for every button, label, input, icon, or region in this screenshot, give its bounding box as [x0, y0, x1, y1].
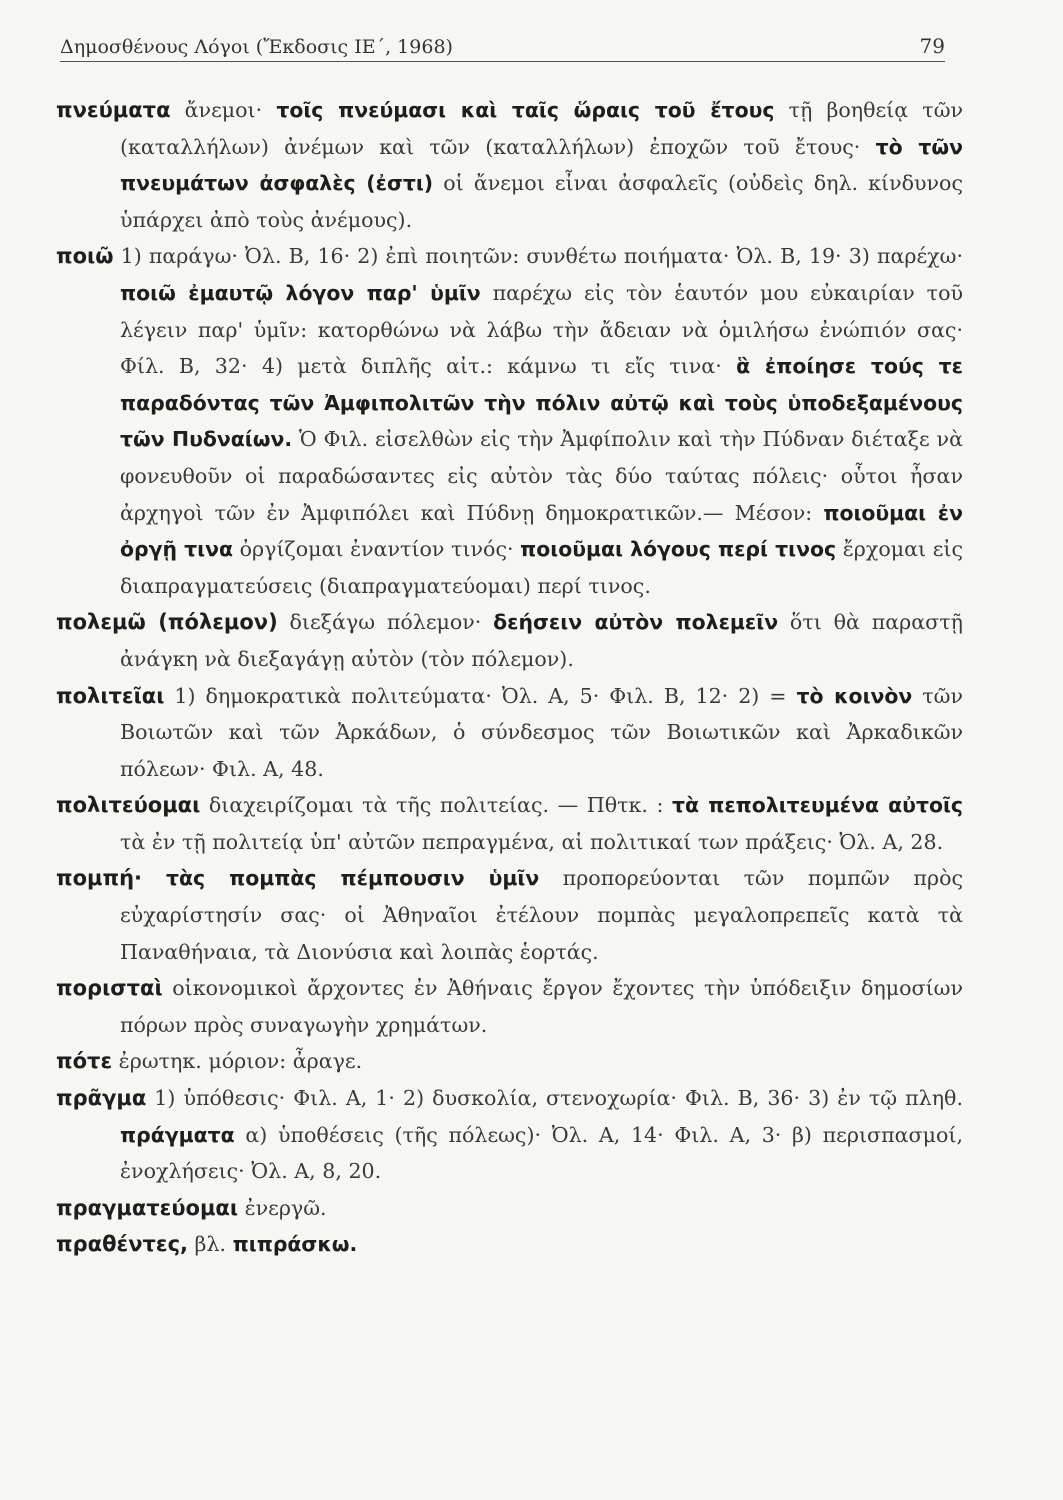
glossary-entry — [56, 604, 963, 677]
entry-text: ὀργίζομαι ἐναντίον τινός· — [233, 537, 521, 562]
quoted-phrase: ποιῶ ἐμαυτῷ λόγον παρ' ὑμῖν — [120, 280, 481, 305]
entry-text: ἄνεμοι· — [170, 98, 277, 122]
entry-text: ὅτι θὰ παραστῇ ἀνάγκη νὰ διεξαγάγῃ αὐτὸν (τὸν πόλεμον). — [120, 610, 963, 671]
quoted-phrase: πράγματα — [120, 1122, 235, 1147]
entry-text: 1) δημοκρατικὰ πολιτεύματα· Ὀλ. Α, 5· Φιλ. Β, 12· 2) = — [164, 683, 797, 708]
quoted-phrase: τὰς πομπὰς πέμπουσιν ὑμῖν — [142, 866, 540, 891]
quoted-phrase: πιπράσκω. — [232, 1232, 358, 1257]
glossary-entry — [56, 678, 963, 788]
entry-text: 1) ὑπόθεσις· Φιλ. Α, 1· 2) δυσκολία, στενοχωρία· Φιλ. Β, 36· 3) ἐν τῷ πληθ. — [146, 1086, 963, 1111]
entry-text: τῇ βοηθείᾳ τῶν (καταλλήλων) ἀνέμων καὶ τῶν (καταλλήλων) ἐποχῶν τοῦ ἔτους· — [120, 98, 964, 159]
entry-text: ἐνεργῶ. — [238, 1195, 327, 1220]
glossary-entry — [56, 1080, 963, 1190]
entry-text: προπορεύονται τῶν πομπῶν πρὸς εὐχαρίστησίν σας· οἱ Ἀθηναῖοι ἐτέλουν πομπὰς μεγαλοπρεπεῖς κατὰ τὰ Παναθήναια, τὰ Διονύσια καὶ λοιπὰς ἑορτάς. — [120, 866, 963, 964]
entry-text: διεξάγω πόλεμον· — [277, 610, 494, 635]
entry-text: Ὁ Φιλ. εἰσελθὼν εἰς τὴν Ἀμφίπολιν καὶ τὴν Πύδναν διέταξε νὰ φονευθοῦν οἱ παραδώσαντες εἰς αὐτὸν τὰς δύο ταύτας πόλεις· οὗτοι ἦσαν ἀρχηγοὶ τῶν ἐν Ἀμφιπόλει καὶ Πύδνῃ δημοκρατικῶν.— Μέσον: — [120, 427, 963, 525]
glossary-entry — [56, 970, 963, 1043]
entry-headword: πρᾶγμα — [56, 1086, 147, 1111]
entry-text: ἐρωτηκ. μόριον: ἆραγε. — [112, 1049, 363, 1074]
entry-headword: πραγματεύομαι — [56, 1195, 239, 1220]
entry-text: οἰκονομικοὶ ἄρχοντες ἐν Ἀθήναις ἔργον ἔχοντες τὴν ὑπόδειξιν δημοσίων πόρων πρὸς συναγωγὴν χρημάτων. — [120, 976, 963, 1037]
entry-headword: πνεύματα — [56, 98, 171, 122]
entry-headword: πομπή· — [56, 866, 143, 891]
quoted-phrase: δεήσειν αὐτὸν πολεμεῖν — [493, 610, 779, 635]
entry-text: 1) παράγω· Ὀλ. Β, 16· 2) ἐπὶ ποιητῶν: συνθέτω ποιήματα· Ὀλ. Β, 19· 3) παρέχω· — [113, 244, 963, 269]
entry-text: τὰ ἐν τῇ πολιτείᾳ ὑπ' αὐτῶν πεπραγμένα, αἱ πολιτικαί των πράξεις· Ὀλ. Α, 28. — [120, 829, 944, 854]
entry-headword: πολιτεῖαι — [56, 683, 165, 708]
quoted-phrase: ποιοῦμαι ἐν ὀργῇ τινα — [120, 500, 963, 562]
quoted-phrase: ποιοῦμαι λόγους περί τινος — [520, 537, 837, 562]
quoted-phrase: ἃ ἐποίησε τούς τε παραδόντας τῶν Ἀμφιπολιτῶν τὴν πόλιν αὐτῷ καὶ τοὺς ὑποδεξαμένους τῶν Πυδναίων. — [120, 354, 964, 452]
entry-text: α) ὑποθέσεις (τῆς πόλεως)· Ὀλ. Α, 14· Φιλ. Α, 3· β) περισπασμοί, ἐνοχλήσεις· Ὀλ. Α, 8, 20. — [120, 1122, 963, 1184]
quoted-phrase: τοῖς πνεύμασι καὶ ταῖς ὥραις τοῦ ἔτους — [276, 98, 775, 122]
glossary-entries — [56, 92, 963, 1263]
quoted-phrase: τὸ κοινὸν — [796, 683, 913, 708]
entry-headword: πολιτεύομαι — [56, 793, 201, 818]
glossary-entry — [56, 1226, 963, 1263]
page-number: 79 — [919, 34, 945, 58]
running-title: Δημοσθένους Λόγοι (Ἔκδοσις ΙΕ΄, 1968) — [60, 36, 453, 58]
quoted-phrase: τὸ τῶν πνευμάτων ἀσφαλὲς (ἐστι) — [120, 134, 964, 196]
entry-text: διαχειρίζομαι τὰ τῆς πολιτείας. — Πθτκ. : — [200, 793, 673, 818]
quoted-phrase: τὰ πεπολιτευμένα αὐτοῖς — [672, 793, 964, 818]
glossary-entry — [56, 1043, 963, 1080]
entry-text: τῶν Βοιωτῶν καὶ τῶν Ἀρκάδων, ὁ σύνδεσμος τῶν Βοιωτικῶν καὶ Ἀρκαδικῶν πόλεων· Φιλ. Α, 48. — [120, 683, 963, 781]
glossary-entry — [56, 1190, 963, 1227]
entry-headword: πραθέντες, — [56, 1232, 189, 1257]
glossary-entry — [56, 92, 963, 238]
entry-headword: πότε — [56, 1049, 113, 1074]
entry-headword: πολεμῶ (πόλεμον) — [56, 610, 278, 635]
glossary-entry — [56, 860, 963, 970]
glossary-entry — [56, 787, 963, 860]
entry-headword: ποιῶ — [56, 244, 114, 269]
entry-text: ἔρχομαι εἰς διαπραγματεύσεις (διαπραγματεύομαι) περί τινος. — [120, 537, 963, 598]
entry-headword: πορισταὶ — [56, 976, 163, 1001]
entry-text: οἱ ἄνεμοι εἶναι ἀσφαλεῖς (οὐδεὶς δηλ. κίνδυνος ὑπάρχει ἀπὸ τοὺς ἀνέμους). — [120, 171, 963, 232]
running-header — [60, 34, 945, 62]
glossary-entry — [56, 238, 963, 604]
entry-text: βλ. — [188, 1232, 233, 1257]
entry-text: παρέχω εἰς τὸν ἑαυτόν μου εὐκαιρίαν τοῦ λέγειν παρ' ὑμῖν: κατορθώνω νὰ λάβω τὴν ἄδειαν νὰ ὁμιλήσω ἐνώπιόν σας· Φίλ. Β, 32· 4) μετὰ διπλῆς αἰτ.: κάμνω τι εἴς τινα· — [120, 280, 963, 379]
